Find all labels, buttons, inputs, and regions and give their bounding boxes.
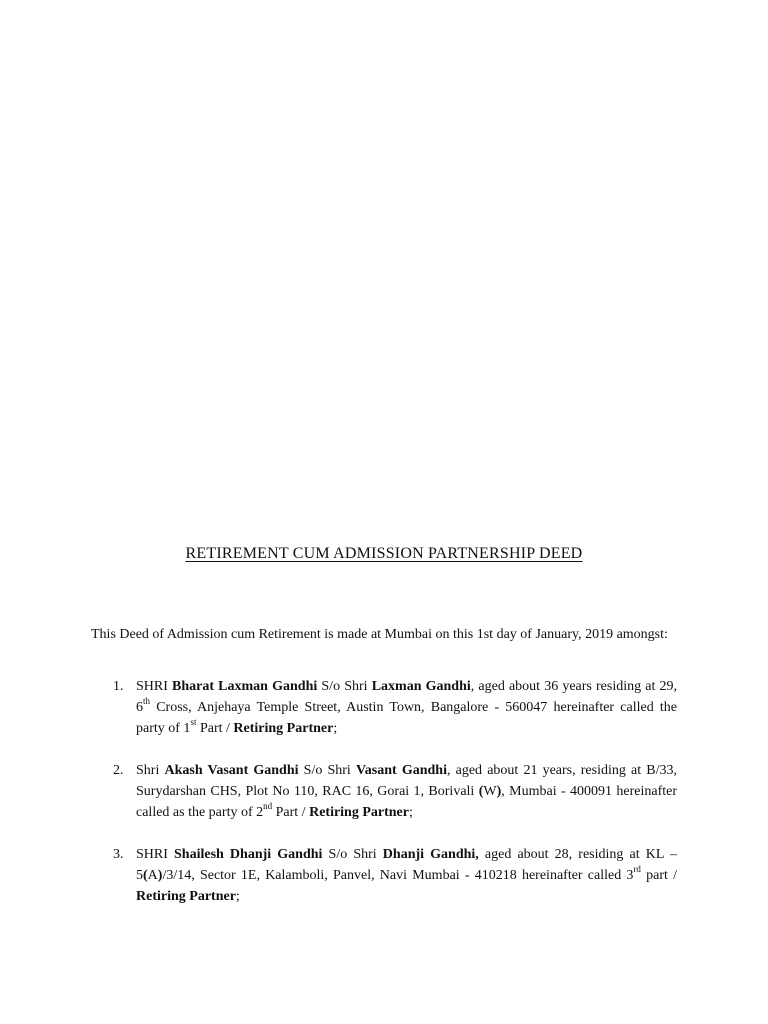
intro-paragraph: This Deed of Admission cum Retirement is made at Mumbai on this 1st day of January, 2019 amongst: [91, 627, 668, 642]
list-item-text: SHRI Shailesh Dhanji Gandhi S/o Shri Dhanji Gandhi, aged about 28, residing at KL – 5(A)/3/14, Sector 1E, Kalamboli, Panvel, Navi Mumbai - 410218 hereinafter called 3rd part / Retiring Partner; [136, 847, 678, 904]
party-role: Retiring Partner [233, 721, 334, 736]
party-role: Retiring Partner [309, 805, 409, 820]
party-father-name: Dhanji Gandhi, [382, 847, 479, 862]
party-name: Bharat Laxman Gandhi [172, 679, 318, 694]
list-item-number: 2. [113, 763, 124, 778]
list-item-text: Shri Akash Vasant Gandhi S/o Shri Vasant Gandhi, aged about 21 years, residing at B/33, Surydarshan CHS, Plot No 110, RAC 16, Gorai 1, Borivali (W), Mumbai - 400091 hereinafter called as the party of 2nd Part / Retiring Partner; [136, 763, 677, 820]
list-item-number: 3. [113, 847, 124, 862]
document-title: RETIREMENT CUM ADMISSION PARTNERSHIP DEED [185, 545, 583, 562]
party-father-name: Laxman Gandhi [371, 679, 471, 694]
party-father-name: Vasant Gandhi [355, 763, 447, 778]
list-item-number: 1. [113, 679, 124, 694]
list-item-text: SHRI Bharat Laxman Gandhi S/o Shri Laxman Gandhi, aged about 36 years residing at 29, 6th Cross, Anjehaya Temple Street, Austin Town, Bangalore - 560047 hereinafter called the party of 1st Part / Retiring Partner; [136, 679, 677, 736]
party-name: Shailesh Dhanji Gandhi [174, 847, 323, 862]
party-name: Akash Vasant Gandhi [164, 763, 299, 778]
party-role: Retiring Partner [136, 889, 236, 904]
